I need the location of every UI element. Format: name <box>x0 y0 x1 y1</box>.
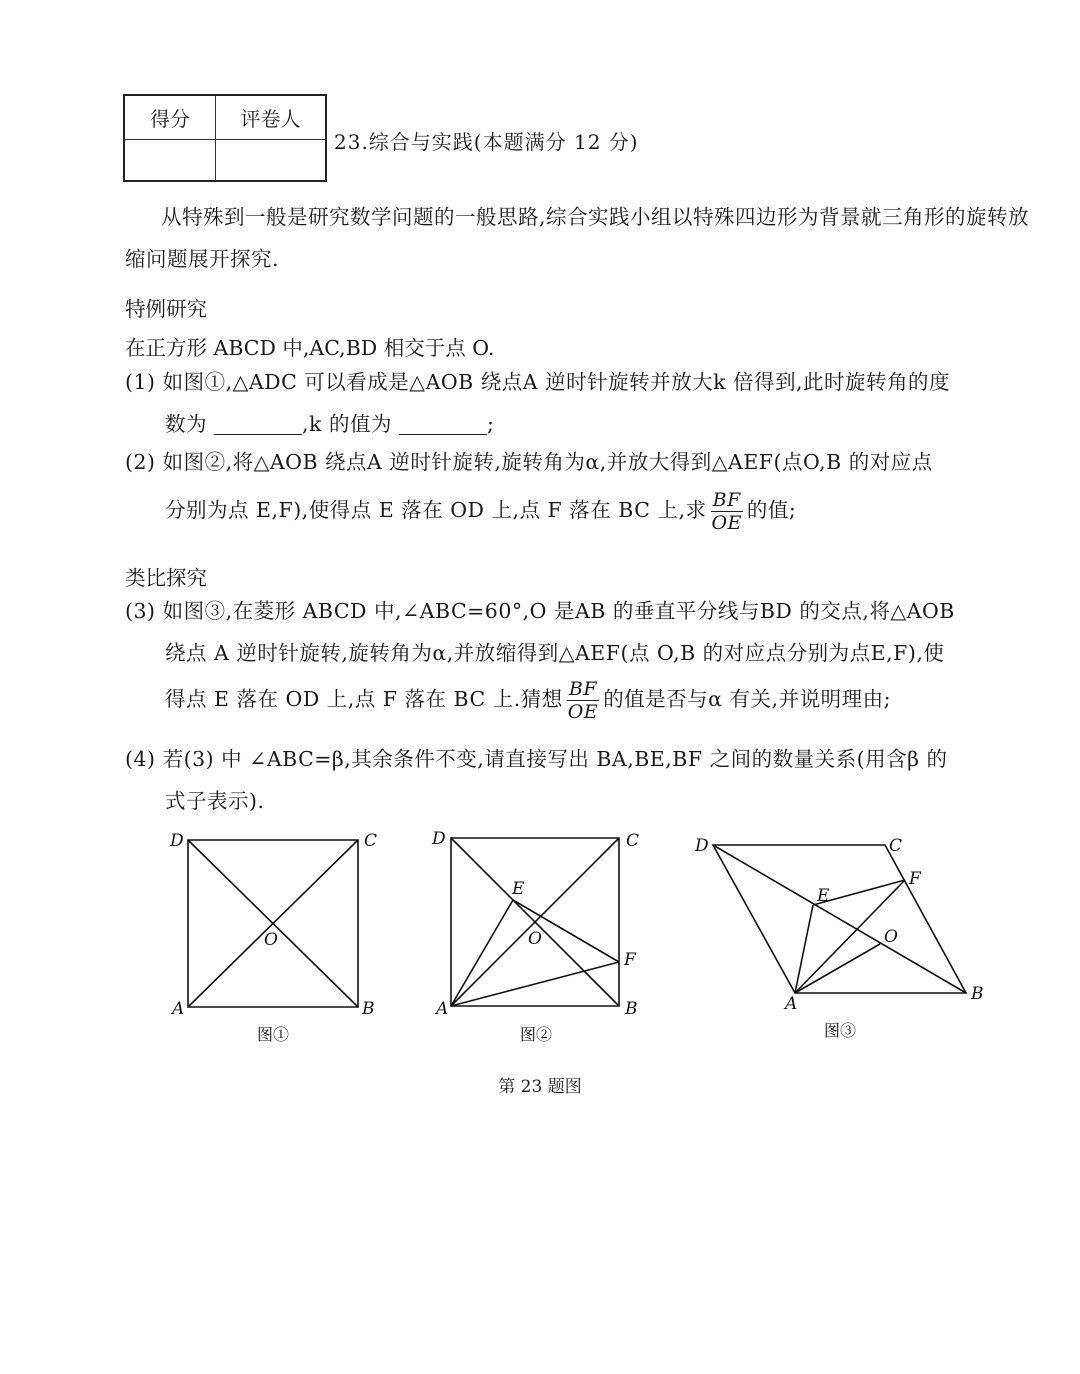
fig2-label-e: E <box>512 879 525 899</box>
q1-text-b1: 数为 <box>165 412 207 436</box>
section-title-analogy: 类比探究 <box>125 566 207 590</box>
q3-frac-num: BF <box>568 678 598 700</box>
fig2-label-d: D <box>432 829 446 849</box>
given-statement: 在正方形 ABCD 中,AC,BD 相交于点 O. <box>125 336 495 360</box>
fig1-caption: 图① <box>257 1025 290 1044</box>
q1-text-b2: ,k 的值为 <box>302 412 392 436</box>
fig1-label-d: D <box>170 831 184 851</box>
q3-number: (3) <box>125 599 156 623</box>
fig2-label-c: C <box>626 831 640 851</box>
q4-number: (4) <box>125 747 156 771</box>
q3-text-a: 如图③,在菱形 ABCD 中,∠ABC=60°,O 是AB 的垂直平分线与BD 的交点,将△AOB <box>162 599 955 623</box>
intro-paragraph: 从特殊到一般是研究数学问题的一般思路,综合实践小组以特殊四边形为背景就三角形的旋转放缩问题展开探究. <box>125 205 1030 271</box>
figure-2 <box>431 829 639 1044</box>
q3-text-c2: 的值是否与α 有关,并说明理由; <box>603 687 891 711</box>
q4-text-a: 若(3) 中 ∠ABC=β,其余条件不变,请直接写出 BA,BE,BF 之间的数量关系(用含β 的 <box>162 747 948 771</box>
fig3-label-b: B <box>971 984 984 1004</box>
q2-frac-den: OE <box>711 512 742 534</box>
fig3-label-e: E <box>817 886 830 906</box>
q3-text-c1: 得点 E 落在 OD 上,点 F 落在 BC 上.猜想 <box>165 687 563 711</box>
question-title: 23.综合与实践(本题满分 12 分) <box>334 130 639 154</box>
fig2-segment-af <box>451 962 619 1006</box>
fig1-label-a: A <box>172 999 185 1019</box>
fig1-label-c: C <box>364 831 378 851</box>
figure-group-caption: 第 23 题图 <box>498 1077 582 1097</box>
q1-number: (1) <box>125 370 156 394</box>
q2-text-b2: 的值; <box>746 498 797 522</box>
fig3-segment-ao <box>795 944 880 993</box>
fig2-caption: 图② <box>520 1025 553 1044</box>
fig2-label-a: A <box>436 999 449 1019</box>
grader-header: 评卷人 <box>216 96 325 140</box>
fig2-label-f: F <box>624 950 636 970</box>
q2-frac-num: BF <box>712 489 741 511</box>
score-header: 得分 <box>125 96 216 140</box>
fig3-label-c: C <box>889 836 903 856</box>
fig3-label-a: A <box>785 994 798 1014</box>
q1-text-b3: ; <box>487 412 495 436</box>
q2-text-b1: 分别为点 E,F),使得点 E 落在 OD 上,点 F 落在 BC 上,求 <box>165 498 707 522</box>
q1-text-a: 如图①,△ADC 可以看成是△AOB 绕点A 逆时针旋转并放大k 倍得到,此时旋转角的度 <box>162 370 951 394</box>
fig3-segment-ae <box>795 905 813 993</box>
figure-3 <box>694 836 984 1040</box>
q3-frac-den: OE <box>567 701 599 723</box>
fig3-label-f: F <box>909 869 921 889</box>
fig3-label-d: D <box>695 836 709 856</box>
q2-number: (2) <box>125 450 156 474</box>
fig1-label-b: B <box>362 999 375 1019</box>
q3-text-b: 绕点 A 逆时针旋转,旋转角为α,并放缩得到△AEF(点 O,B 的对应点分别为点E,F),使 <box>165 641 945 665</box>
fig3-caption: 图③ <box>824 1021 857 1040</box>
fig3-diagonal-bd <box>713 845 966 993</box>
q4-text-b: 式子表示). <box>165 789 265 813</box>
figure-1 <box>169 831 377 1044</box>
q2-text-a: 如图②,将△AOB 绕点A 逆时针旋转,旋转角为α,并放大得到△AEF(点O,B 的对应点 <box>162 450 933 474</box>
fig1-label-o: O <box>264 930 278 950</box>
fig3-label-o: O <box>884 927 898 947</box>
fig2-label-o: O <box>528 929 542 949</box>
fig2-label-b: B <box>625 999 638 1019</box>
section-title-special: 特例研究 <box>125 297 207 321</box>
